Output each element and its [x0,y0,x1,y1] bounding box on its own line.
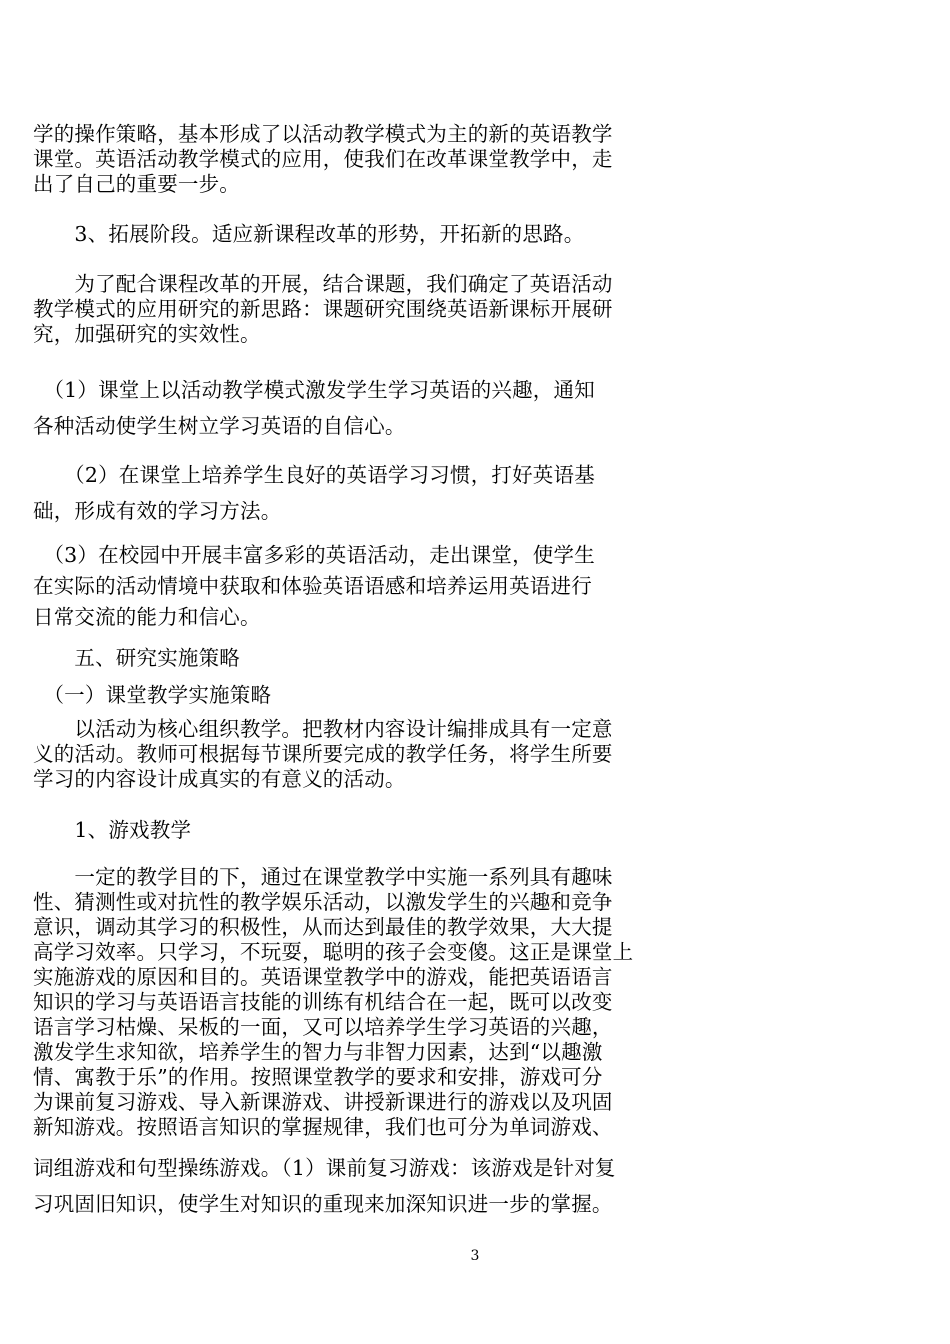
paragraph [33,1156,653,1181]
text-line: 为了配合课程改革的开展，结合课题，我们确定了英语活动 [33,272,613,296]
text-line: 学习的内容设计成真实的有意义的活动。 [33,767,406,791]
text-line: 3、拓展阶段。适应新课程改革的形势，开拓新的思路。 [33,222,585,246]
text-line: 性、猜测性或对抗性的教学娱乐活动，以激发学生的兴趣和竞争 [33,890,613,914]
paragraph [33,717,653,792]
text-line: 各种活动使学生树立学习英语的自信心。 [33,414,406,438]
text-line: 词组游戏和句型操练游戏。（1）课前复习游戏：该游戏是针对复 [33,1156,616,1180]
text-line: 语言学习枯燥、呆板的一面，又可以培养学生学习英语的兴趣， [33,1015,613,1039]
text-line: 1、游戏教学 [33,818,192,842]
paragraph [33,222,653,247]
text-line: 高学习效率。只学习，不玩耍，聪明的孩子会变傻。这正是课堂上 [33,940,634,964]
text-line: 一定的教学目的下，通过在课堂教学中实施一系列具有趣味 [33,865,613,889]
text-line: （2）在课堂上培养学生良好的英语学习习惯，打好英语基 [33,463,595,487]
text-line: 究，加强研究的实效性。 [33,322,261,346]
paragraph [33,1192,653,1217]
text-line: 础，形成有效的学习方法。 [33,499,282,523]
text-line: 出了自己的重要一步。 [33,172,240,196]
text-line: 课堂。英语活动教学模式的应用，使我们在改革课堂教学中，走 [33,147,613,171]
paragraph [33,372,653,444]
paragraph [33,540,653,633]
paragraph [33,865,653,1140]
paragraph [33,122,653,197]
text-line: （3）在校园中开展丰富多彩的英语活动，走出课堂，使学生 [33,543,595,567]
text-line: 情、寓教于乐”的作用。按照课堂教学的要求和安排，游戏可分 [33,1065,603,1089]
text-line: 实施游戏的原因和目的。英语课堂教学中的游戏，能把英语语言 [33,965,613,989]
text-line: （1）课堂上以活动教学模式激发学生学习英语的兴趣，通知 [33,378,595,402]
text-line: 以活动为核心组织教学。把教材内容设计编排成具有一定意 [33,717,613,741]
text-line: 在实际的活动情境中获取和体验英语语感和培养运用英语进行 [33,574,592,598]
text-line: 激发学生求知欲，培养学生的智力与非智力因素，达到“以趣激 [33,1040,603,1064]
text-line: 学的操作策略，基本形成了以活动教学模式为主的新的英语教学 [33,122,613,146]
text-line: 意识，调动其学习的积极性，从而达到最佳的教学效果，大大提 [33,915,613,939]
text-line: （一）课堂教学实施策略 [33,683,272,707]
text-line: 教学模式的应用研究的新思路：课题研究围绕英语新课标开展研 [33,297,613,321]
subsection-heading [33,683,653,708]
subsection-heading [33,818,653,843]
text-line: 为课前复习游戏、导入新课游戏、讲授新课进行的游戏以及巩固 [33,1090,613,1114]
section-heading [33,646,653,671]
text-line: 义的活动。教师可根据每节课所要完成的教学任务，将学生所要 [33,742,613,766]
paragraph [33,457,653,529]
paragraph [33,272,653,347]
page-number: 3 [470,1248,480,1264]
text-line: 日常交流的能力和信心。 [33,605,261,629]
text-line: 新知游戏。按照语言知识的掌握规律，我们也可分为单词游戏、 [33,1115,613,1139]
text-line: 习巩固旧知识，使学生对知识的重现来加深知识进一步的掌握。 [33,1192,613,1216]
text-line: 知识的学习与英语语言技能的训练有机结合在一起，既可以改变 [33,990,613,1014]
text-line: 五、研究实施策略 [33,646,240,670]
